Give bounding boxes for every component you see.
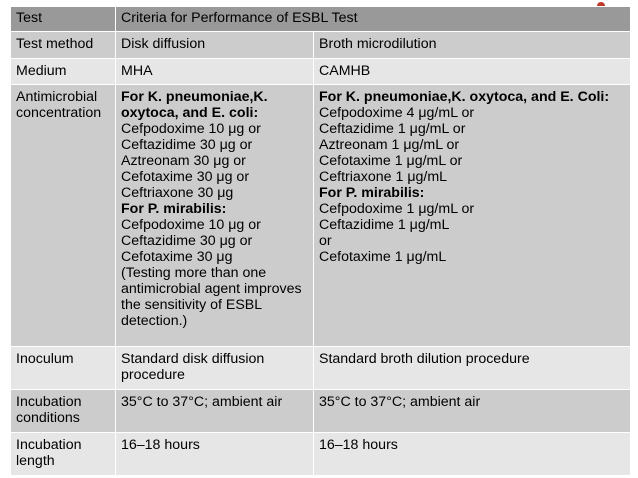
table-row — [11, 32, 631, 58]
broth-cell: CAMHB — [314, 58, 631, 84]
disk-line: the sensitivity of ESBL — [121, 296, 263, 313]
broth-line: Cefpodoxime 1 μg/mL or — [319, 200, 475, 217]
broth-cell: 16–18 hours — [314, 432, 631, 475]
label-line: Incubation — [16, 393, 82, 410]
row-label — [11, 389, 116, 432]
disk-line: Cefotaxime 30 μg — [121, 248, 233, 265]
disk-line: Cefpodoxime 10 μg or — [121, 216, 261, 233]
disk-line: For P. mirabilis: — [121, 200, 227, 217]
disk-line: oxytoca, and E. coli: — [121, 104, 259, 121]
label-line: Incubation — [16, 436, 82, 453]
broth-line: Aztreonam 1 μg/mL or — [319, 136, 460, 153]
disk-line: Ceftriaxone 30 μg — [121, 184, 234, 201]
table-row — [11, 346, 631, 389]
label-line: concentration — [16, 104, 102, 121]
disk-line: Ceftazidime 30 μg or — [121, 232, 253, 249]
esbl-criteria-table — [10, 6, 631, 476]
disk-line: Cefpodoxime 10 μg or — [121, 120, 261, 137]
table-row — [11, 84, 631, 346]
disk-line: procedure — [121, 366, 185, 383]
row-label: Inoculum — [11, 346, 116, 389]
broth-line: Ceftazidime 1 μg/mL or — [319, 120, 466, 137]
disk-line: Aztreonam 30 μg or — [121, 152, 246, 169]
disk-cell: 35°C to 37°C; ambient air — [116, 389, 314, 432]
disk-line: For K. pneumoniae,K. — [121, 88, 268, 105]
table-row — [11, 432, 631, 475]
broth-cell — [314, 84, 631, 346]
header-test: Test — [11, 7, 116, 32]
row-label — [11, 84, 116, 346]
broth-cell: Standard broth dilution procedure — [314, 346, 631, 389]
broth-cell: 35°C to 37°C; ambient air — [314, 389, 631, 432]
broth-line: or — [319, 232, 332, 249]
disk-line: detection.) — [121, 312, 188, 329]
broth-line: For P. mirabilis: — [319, 184, 425, 201]
broth-line: Ceftazidime 1 μg/mL — [319, 216, 450, 233]
broth-cell: Broth microdilution — [314, 32, 631, 58]
disk-line: antimicrobial agent improves — [121, 280, 302, 297]
label-line: length — [16, 452, 55, 469]
broth-line: For K. pneumoniae,K. oxytoca, and E. Coli: — [319, 88, 610, 105]
label-line: Antimicrobial — [16, 88, 98, 105]
broth-line: Cefotaxime 1 μg/mL — [319, 248, 447, 265]
disk-cell: 16–18 hours — [116, 432, 314, 475]
table-header-row — [11, 7, 631, 32]
broth-line: Ceftriaxone 1 μg/mL — [319, 168, 448, 185]
disk-line: Ceftazidime 30 μg or — [121, 136, 253, 153]
disk-cell: MHA — [116, 58, 314, 84]
disk-line: Cefotaxime 30 μg or — [121, 168, 250, 185]
broth-line: Cefotaxime 1 μg/mL or — [319, 152, 463, 169]
disk-cell — [116, 84, 314, 346]
disk-cell — [116, 346, 314, 389]
label-line: conditions — [16, 409, 80, 426]
broth-line: Cefpodoxime 4 μg/mL or — [319, 104, 475, 121]
row-label: Test method — [11, 32, 116, 58]
disk-cell: Disk diffusion — [116, 32, 314, 58]
header-criteria: Criteria for Performance of ESBL Test — [116, 7, 631, 32]
row-label — [11, 432, 116, 475]
table-row — [11, 389, 631, 432]
table-row — [11, 58, 631, 84]
disk-line: Standard disk diffusion — [121, 350, 265, 367]
row-label: Medium — [11, 58, 116, 84]
disk-line: (Testing more than one — [121, 264, 267, 281]
